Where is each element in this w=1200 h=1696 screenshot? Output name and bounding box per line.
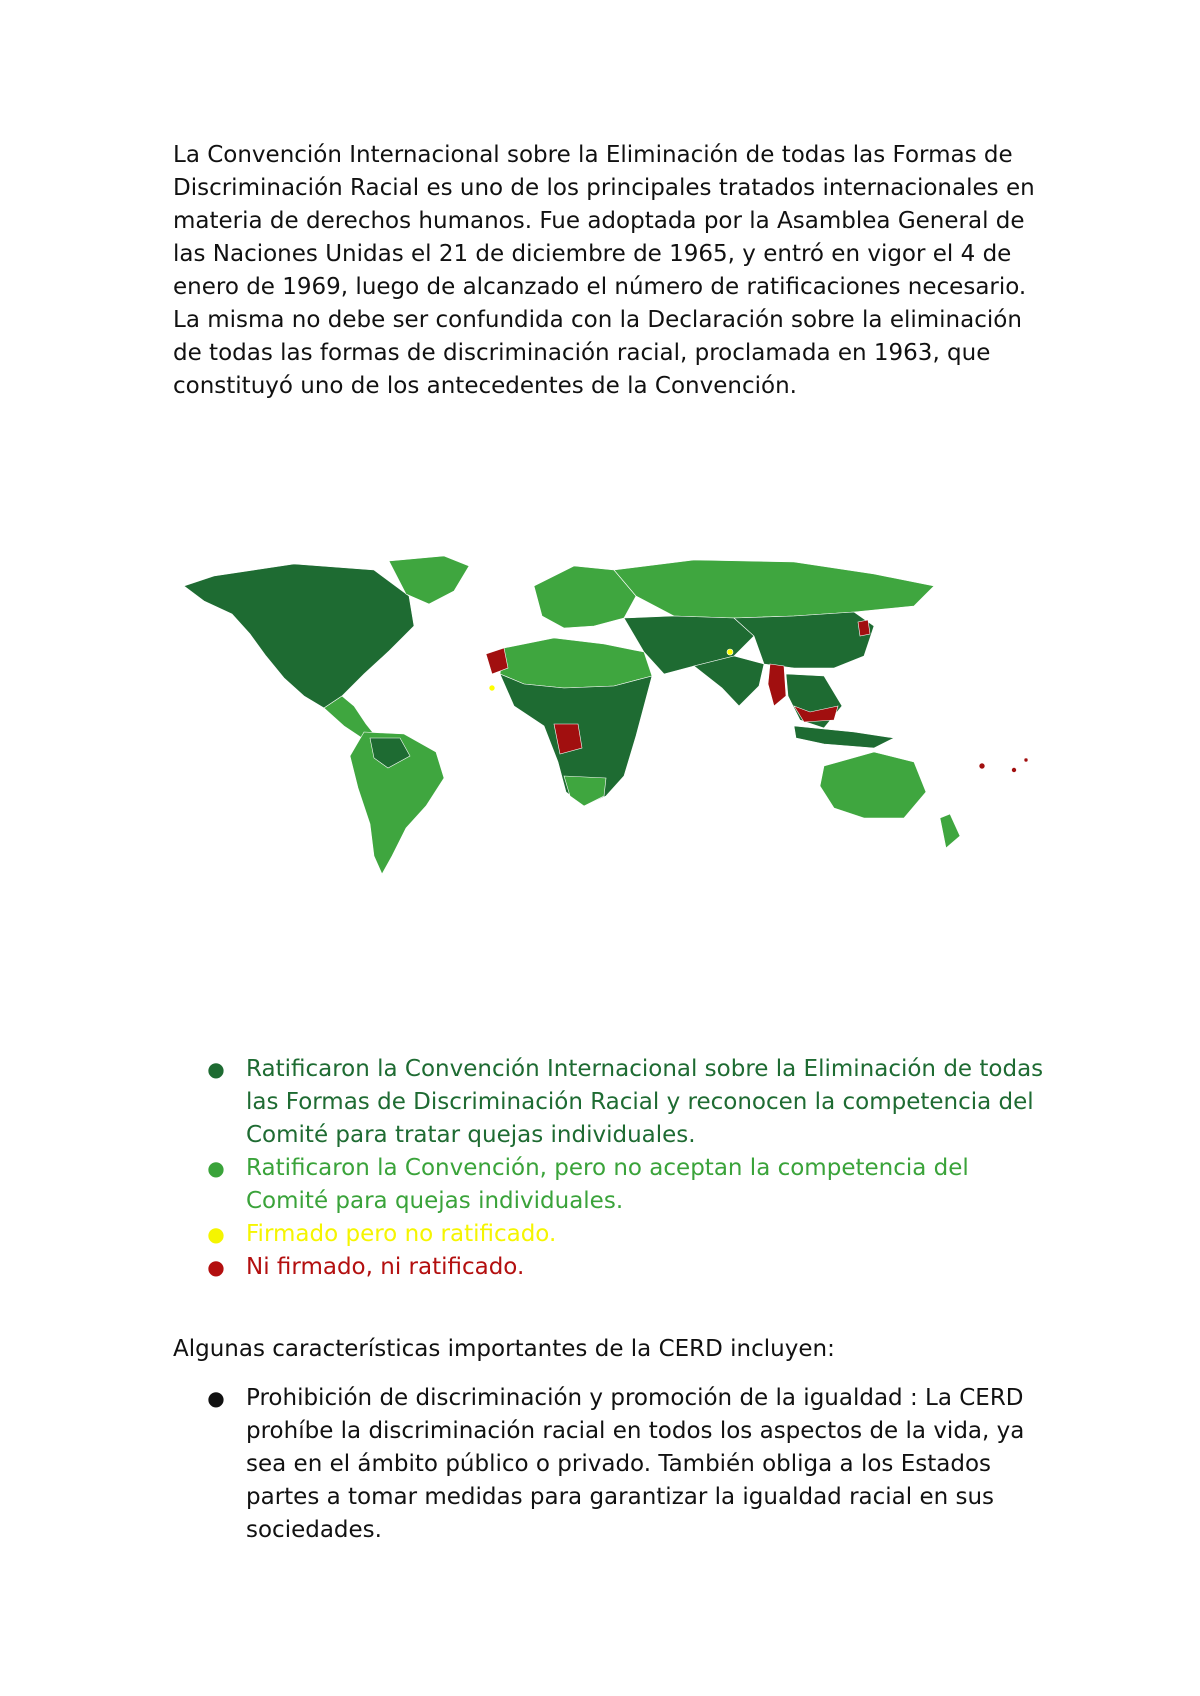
map-australia <box>820 752 926 818</box>
world-map <box>174 556 1038 878</box>
bullet-icon: ● <box>207 1222 225 1246</box>
map-south-asia <box>694 656 764 706</box>
map-south-africa <box>564 776 606 806</box>
bullet-icon: ● <box>207 1255 225 1279</box>
features-list <box>200 1382 1050 1547</box>
legend-item-signed <box>200 1218 1050 1251</box>
legend-text: Ni firmado, ni ratificado. <box>246 1254 525 1280</box>
intro-paragraph: La Convención Internacional sobre la Eliminación de todas las Formas de Discriminación Racial es uno de los principales tratados internacionales en materia de derechos humanos. Fue adoptada por la Asamblea General de las Naciones Unidas el 21 de diciembre de 1965, y entró en vigor el 4 de enero de 1969, luego de alcanzado el número de ratificaciones necesario. La misma no debe ser confundida con la Declaración sobre la eliminación de todas las formas de discriminación racial, proclamada en 1963, que constituyó uno de los antecedentes de la Convención. <box>173 142 1035 399</box>
map-pacific-island <box>1024 758 1028 762</box>
feature-item <box>200 1382 1050 1547</box>
map-china <box>734 612 874 668</box>
bullet-icon: ● <box>207 1057 225 1081</box>
map-north-america <box>184 564 414 708</box>
map-legend <box>200 1053 1050 1284</box>
world-map-figure <box>174 556 1038 878</box>
map-signed-state <box>727 649 733 655</box>
bullet-icon: ● <box>207 1156 225 1180</box>
map-indonesia <box>794 726 894 748</box>
features-intro: Algunas características importantes de la CERD incluyen: <box>173 1336 835 1362</box>
feature-text: Prohibición de discriminación y promoción de la igualdad : La CERD prohíbe la discriminación racial en todos los aspectos de la vida, ya sea en el ámbito público o privado. También obliga a los Estados partes a tomar medidas para garantizar la igualdad racial en sus sociedades. <box>246 1385 1025 1543</box>
legend-item-ratified-competence <box>200 1053 1050 1152</box>
legend-text: Ratificaron la Convención Internacional sobre la Eliminación de todas las Formas de Discriminación Racial y reconocen la competencia del Comité para tratar quejas individuales. <box>246 1056 1044 1148</box>
map-pacific-island <box>1012 768 1017 773</box>
legend-text: Ratificaron la Convención, pero no aceptan la competencia del Comité para quejas individuales. <box>246 1155 969 1214</box>
map-pacific-island <box>979 763 985 769</box>
bullet-icon: ● <box>207 1386 225 1410</box>
map-new-zealand <box>940 814 960 848</box>
legend-item-ratified <box>200 1152 1050 1218</box>
map-signed-state <box>489 685 495 691</box>
legend-item-neither <box>200 1251 1050 1284</box>
map-north-africa <box>500 638 652 688</box>
map-myanmar <box>768 664 786 706</box>
legend-text: Firmado pero no ratificado. <box>246 1221 557 1247</box>
map-russia <box>614 560 934 618</box>
map-north-korea <box>858 620 870 636</box>
